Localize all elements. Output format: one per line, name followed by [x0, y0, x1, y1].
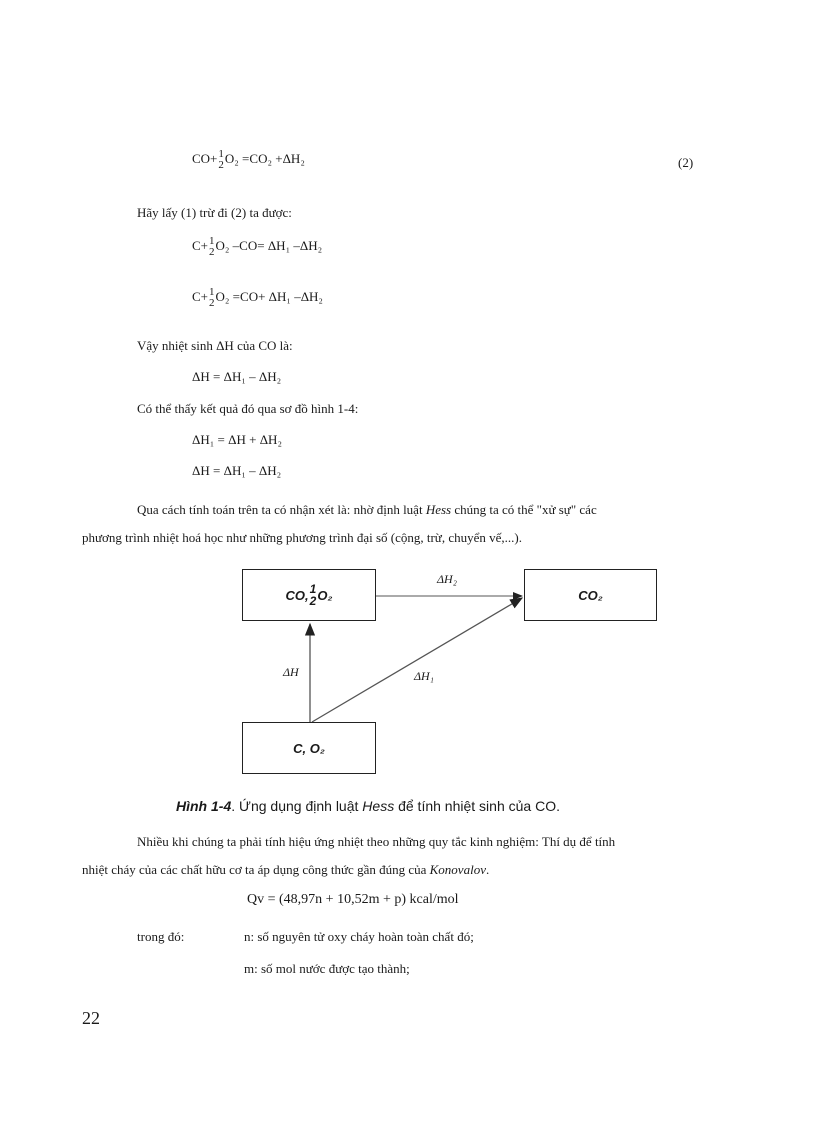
figure-caption: Hình 1-4. Ứng dụng định luật Hess để tính nhiệt sinh của CO. — [176, 798, 560, 814]
heat-intro: Vậy nhiệt sinh ΔH của CO là: — [137, 338, 293, 353]
equation-6: ΔH₁ = ΔH + ΔH₂ — [192, 432, 282, 447]
caption-figure-number: Hình 1-4 — [176, 798, 232, 814]
equation-2-label: (2) — [678, 155, 694, 170]
page-number: 22 — [82, 1008, 100, 1028]
box-c-o2: C, O₂ — [242, 722, 376, 774]
konovalov-name: Konovalov — [429, 862, 486, 877]
eq2-fraction: 1 2 — [218, 148, 224, 171]
equation-5: ΔH = ΔH₁ – ΔH₂ — [192, 369, 282, 384]
equation-3: C+ 1 2 O₂ –CO= ΔH₁ –ΔH₂ — [192, 235, 323, 258]
label-dh2: ΔH₂ — [437, 572, 457, 586]
diagram-intro: Có thể thấy kết quả đó qua sơ đồ hình 1-4: — [137, 401, 359, 416]
label-dh: ΔH — [283, 665, 299, 679]
box-co-o2: CO, 1 2 O₂ — [242, 569, 376, 621]
equation-4: C+ 1 2 O₂ =CO+ ΔH₁ –ΔH₂ — [192, 286, 323, 309]
where-label: trong đó: — [137, 929, 185, 944]
subtract-intro: Hãy lấy (1) trừ đi (2) ta được: — [137, 205, 292, 220]
where-n: n: số nguyên tử oxy cháy hoàn toàn chất đó; — [244, 929, 474, 944]
hess-paragraph-line1: Qua cách tính toán trên ta có nhận xét là: nhờ định luật Hess chúng ta có thể "xử sự" các — [137, 502, 597, 517]
hess-paragraph-line2: phương trình nhiệt hoá học như những phương trình đại số (cộng, trừ, chuyển vế,...). — [82, 530, 522, 545]
box-co2: CO₂ — [524, 569, 657, 621]
konovalov-paragraph-line2: nhiệt cháy của các chất hữu cơ ta áp dụng công thức gần đúng của Konovalov. — [82, 862, 490, 877]
konovalov-paragraph-line1: Nhiều khi chúng ta phải tính hiệu ứng nhiệt theo những quy tắc kinh nghiệm: Thí dụ để tính — [137, 834, 616, 849]
equation-7: ΔH = ΔH₁ – ΔH₂ — [192, 463, 282, 478]
konovalov-formula: Qv = (48,97n + 10,52m + p) kcal/mol — [247, 892, 459, 907]
where-m: m: số mol nước được tạo thành; — [244, 961, 410, 976]
hess-name: Hess — [425, 502, 452, 517]
label-dh1: ΔH₁ — [414, 669, 434, 683]
eq2-left: CO+ — [192, 150, 218, 166]
eq2-right: O₂ =CO₂ +ΔH₂ — [224, 150, 305, 166]
